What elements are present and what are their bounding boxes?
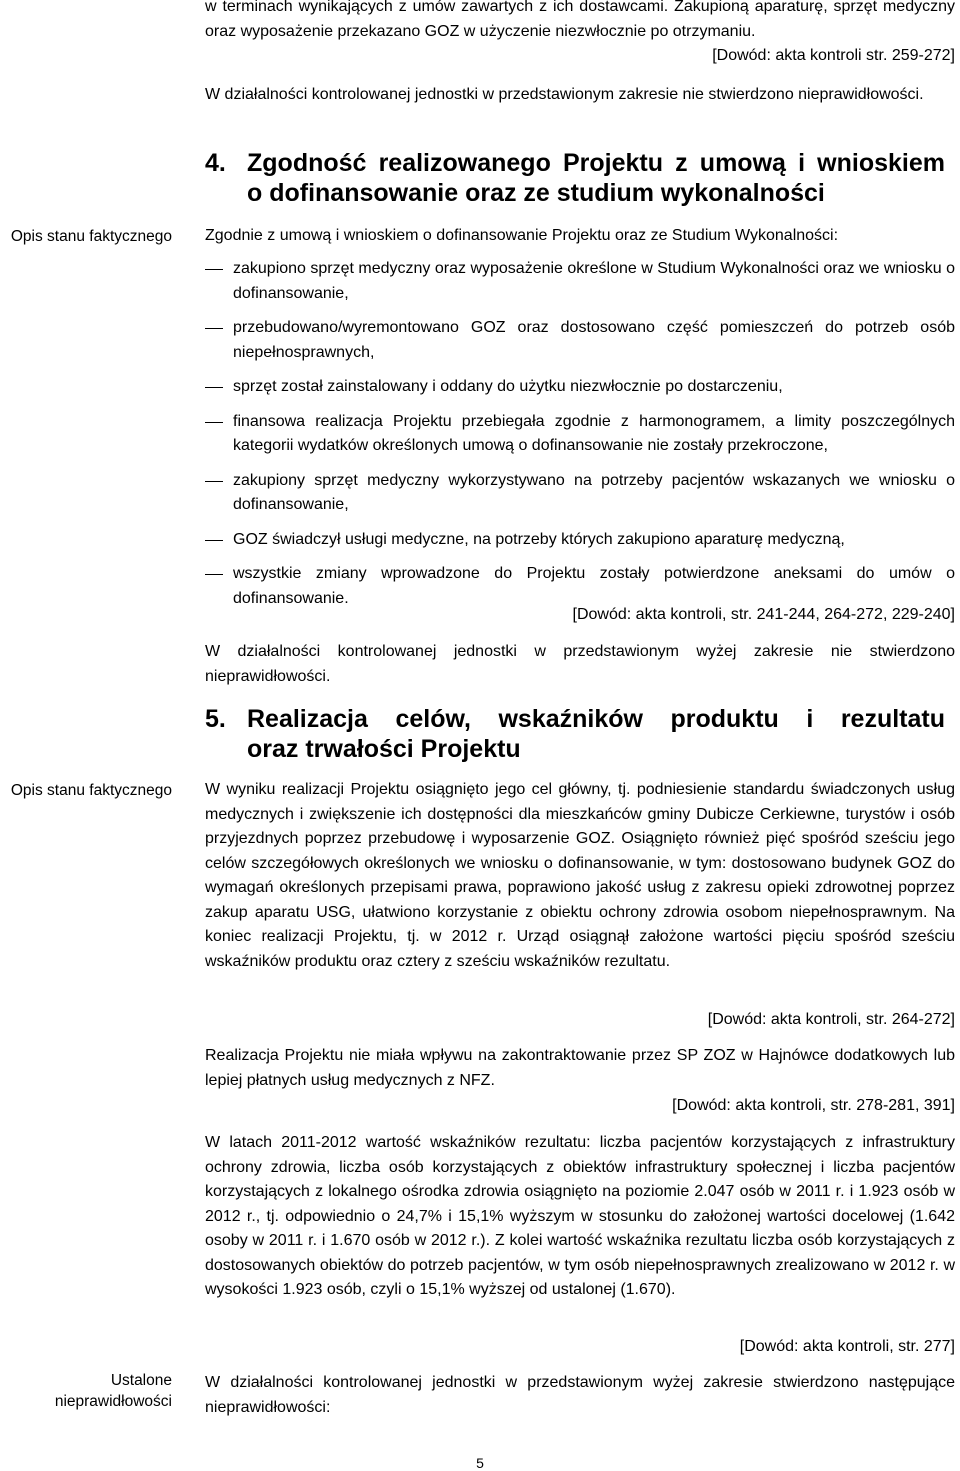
section5-title-line1: Realizacja celów, wskaźników produktu i rezultatu — [247, 705, 945, 733]
section4-margin-label: Opis stanu faktycznego — [10, 228, 172, 245]
list-item: przebudowano/wyremontowano GOZ oraz dostosowano część pomieszczeń do potrzeb osób niepełnosprawnych, — [205, 316, 955, 365]
section5-number: 5. — [205, 705, 226, 733]
section5-paragraph2: Realizacja Projektu nie miała wpływu na zakontraktowanie przez SP ZOZ w Hajnówce dodatkowych lub lepiej płatnych usług medycznych z NFZ. — [205, 1047, 955, 1089]
list-item: zakupiono sprzęt medyczny oraz wyposażenie określone w Studium Wykonalności oraz we wniosku o dofinansowanie, — [205, 257, 955, 306]
dash-bullet-icon — [205, 422, 223, 423]
section4-evidence: [Dowód: akta kontroli, str. 241-244, 264-272, 229-240] — [572, 606, 955, 623]
dash-bullet-icon — [205, 481, 223, 482]
section5-paragraph3: W latach 2011-2012 wartość wskaźników rezultatu: liczba pacjentów korzystających z infrastruktury ochrony zdrowia, liczba osób korzystających z obiektów infrastruktury społecznej i liczba pacjentów korzystających z lokalnego ośrodka zdrowia osiągnięto na poziomie 2.047 osób w 2011 r. i 1.923 osób w 2012 r., tj. odpowiednio o 24,7% i 15,1% wyższym w stosunku do założonej wartości docelowej (1.642 osoby w 2011 r. i 1.670 osób w 2012 r.). Z kolei wartość wskaźnika rezultatu liczba osób korzystających z dostosowanych obiektów do potrzeb pacjentów, w tym osób niepełnosprawnych zrealizowano w 2012 r. w wysokości 1.923 osób, czyli o 15,1% wyższej od ustalonej (1.670). — [205, 1134, 955, 1298]
section4-number: 4. — [205, 149, 226, 177]
irregularities-label-line2: nieprawidłowości — [54, 1393, 172, 1410]
dash-bullet-icon — [205, 328, 223, 329]
section5-evidence3: [Dowód: akta kontroli, str. 277] — [739, 1338, 955, 1355]
irregularities-margin-label — [0, 1370, 172, 1412]
section5-margin-label: Opis stanu faktycznego — [10, 782, 172, 799]
section5-conclusion: W działalności kontrolowanej jednostki w przedstawionym wyżej zakresie stwierdzono następujące nieprawidłowości: — [205, 1374, 955, 1416]
irregularities-label-line1: Ustalone — [110, 1372, 172, 1389]
section5-paragraph1: W wyniku realizacji Projektu osiągnięto jego cel główny, tj. podniesienie standardu świadczonych usług medycznych i zwiększenie ich dostępności dla mieszkańców gminy Dubicze Cerkiewne, turystów i osób przyjezdnych poprzez przebudowę i wyposarzenie GOZ. Osiągnięto również pięć spośród sześciu jego celów szczegółowych określonych we wniosku o dofinansowanie, w tym: dostosowano budynek GOZ do wymagań określonych przepisami prawa, poprawiono jakość usług z zakresu opieki zdrowotnej poprzez zakup aparatu USG, ułatwiono korzystanie z obiektu ochrony zdrowia osobom niepełnosprawnym. Na koniec realizacji Projektu, tj. w 2012 r. Urząd osiągnął założone wartości pięciu spośród sześciu wskaźników produktu oraz cztery z sześciu wskaźników rezultatu. — [205, 781, 955, 970]
page-number: 5 — [476, 1455, 484, 1471]
list-item: sprzęt został zainstalowany i oddany do użytku niezwłocznie po dostarczeniu, — [205, 375, 955, 400]
section4-conclusion: W działalności kontrolowanej jednostki w przedstawionym wyżej zakresie nie stwierdzono nieprawidłowości. — [205, 643, 955, 685]
section4-bullet-list — [205, 257, 955, 621]
top-paragraph: w terminach wynikających z umów zawartych z ich dostawcami. Zakupioną aparaturę, sprzęt medyczny oraz wyposażenie przekazano GOZ w użyczenie niezwłocznie po otrzymaniu. — [205, 0, 955, 40]
section4-title-line2: o dofinansowanie oraz ze studium wykonalności — [247, 179, 825, 207]
section4-title-line1: Zgodność realizowanego Projektu z umową i wnioskiem — [247, 149, 945, 177]
section4-intro: Zgodnie z umową i wnioskiem o dofinansowanie Projektu oraz ze Studium Wykonalności: — [205, 227, 839, 244]
top-evidence: [Dowód: akta kontroli str. 259-272] — [712, 47, 955, 64]
section4-heading — [205, 148, 945, 208]
dash-bullet-icon — [205, 387, 223, 388]
section5-evidence1: [Dowód: akta kontroli, str. 264-272] — [707, 1011, 955, 1028]
list-item: zakupiony sprzęt medyczny wykorzystywano na potrzeby pacjentów wskazanych we wniosku o dofinansowanie, — [205, 469, 955, 518]
dash-bullet-icon — [205, 269, 223, 270]
top-conclusion: W działalności kontrolowanej jednostki w przedstawionym zakresie nie stwierdzono nieprawidłowości. — [205, 86, 924, 103]
section5-evidence2: [Dowód: akta kontroli, str. 278-281, 391] — [672, 1097, 955, 1114]
section5-heading — [205, 704, 945, 764]
list-item: finansowa realizacja Projektu przebiegała zgodnie z harmonogramem, a limity poszczególnych kategorii wydatków określonych umową o dofinansowanie nie zostały przekroczone, — [205, 410, 955, 459]
list-item: wszystkie zmiany wprowadzone do Projektu zostały potwierdzone aneksami do umów o dofinansowanie. — [205, 562, 955, 611]
list-item: GOZ świadczył usługi medyczne, na potrzeby których zakupiono aparaturę medyczną, — [205, 528, 955, 553]
dash-bullet-icon — [205, 540, 223, 541]
section5-title-line2: oraz trwałości Projektu — [247, 735, 521, 763]
dash-bullet-icon — [205, 574, 223, 575]
